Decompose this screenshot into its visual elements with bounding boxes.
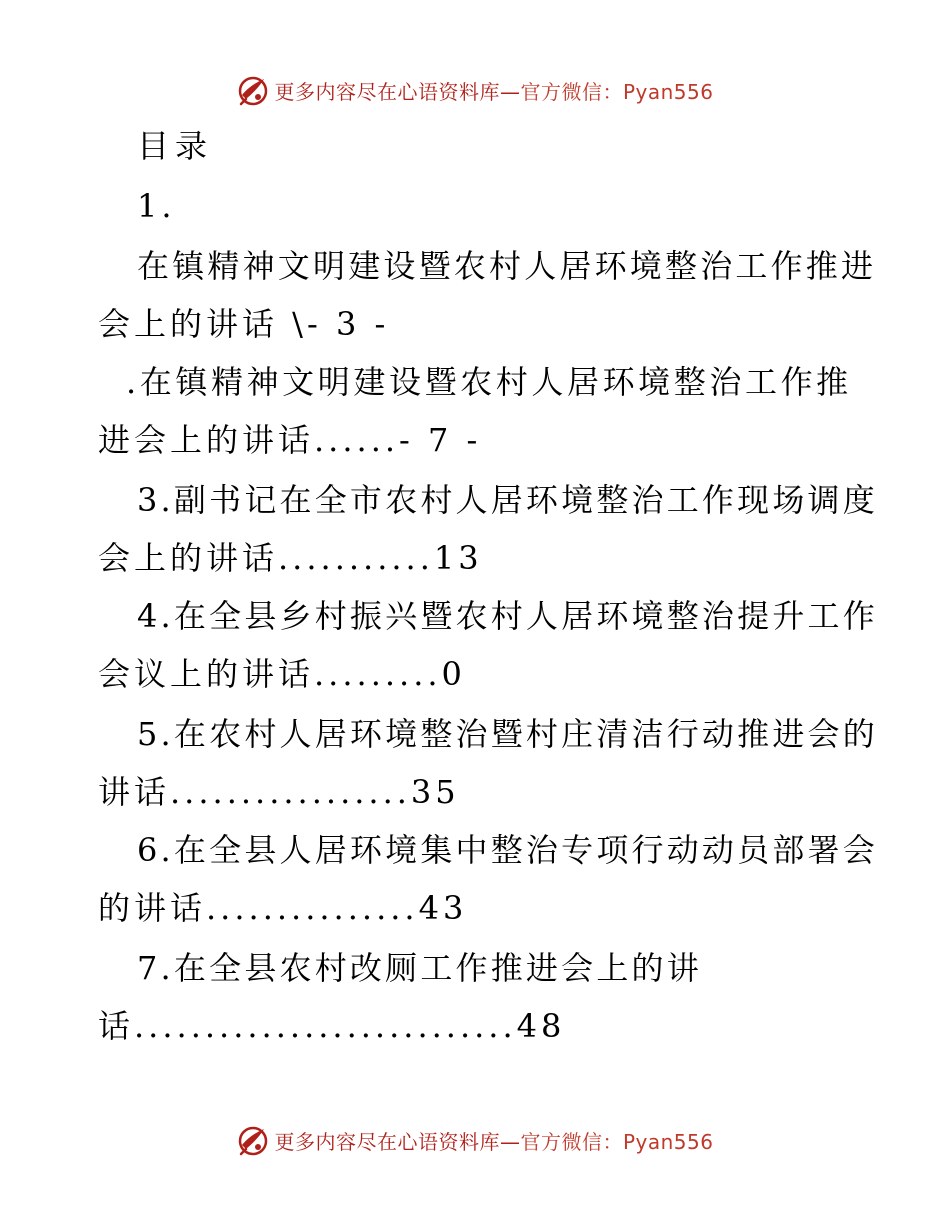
toc-entry-7-line-1: 7.在全县农村改厕工作推进会上的讲	[137, 949, 702, 987]
toc-entry-4-line-1: 4.在全县乡村振兴暨农村人居环境整治提升工作	[137, 597, 878, 635]
toc-entry-2-line-1: .在镇精神文明建设暨农村人居环境整治工作推	[126, 363, 852, 401]
toc-title: 目录	[137, 127, 214, 165]
toc-entry-1-line-1: 在镇精神文明建设暨农村人居环境整治工作推进	[137, 247, 877, 285]
banner-text: 更多内容尽在心语资料库—官方微信：Pyan556	[274, 79, 714, 104]
toc-entry-5-line-2: 讲话.................35	[98, 773, 460, 811]
toc-entry-7-line-2: 话...........................48	[98, 1007, 566, 1045]
quill-pen-logo-icon	[236, 73, 270, 107]
toc-entry-2-line-2: 进会上的讲话......- 7 -	[98, 421, 482, 459]
header-banner	[0, 70, 950, 110]
footer-banner	[0, 1120, 950, 1160]
toc-entry-1-number: 1.	[137, 187, 176, 225]
toc-entry-4-line-2: 会议上的讲话.........0	[98, 655, 466, 693]
toc-entry-5-line-1: 5.在农村人居环境整治暨村庄清洁行动推进会的	[137, 715, 878, 753]
toc-entry-3-line-1: 3.副书记在全市农村人居环境整治工作现场调度	[137, 481, 878, 519]
toc-entry-3-line-2: 会上的讲话...........13	[98, 539, 483, 577]
toc-entry-6-line-2: 的讲话...............43	[98, 889, 468, 927]
quill-pen-logo-icon	[236, 1123, 270, 1157]
banner-text: 更多内容尽在心语资料库—官方微信：Pyan556	[274, 1129, 714, 1154]
toc-entry-1-line-2: 会上的讲话 \- 3 -	[98, 305, 390, 343]
toc-entry-6-line-1: 6.在全县人居环境集中整治专项行动动员部署会	[137, 831, 878, 869]
